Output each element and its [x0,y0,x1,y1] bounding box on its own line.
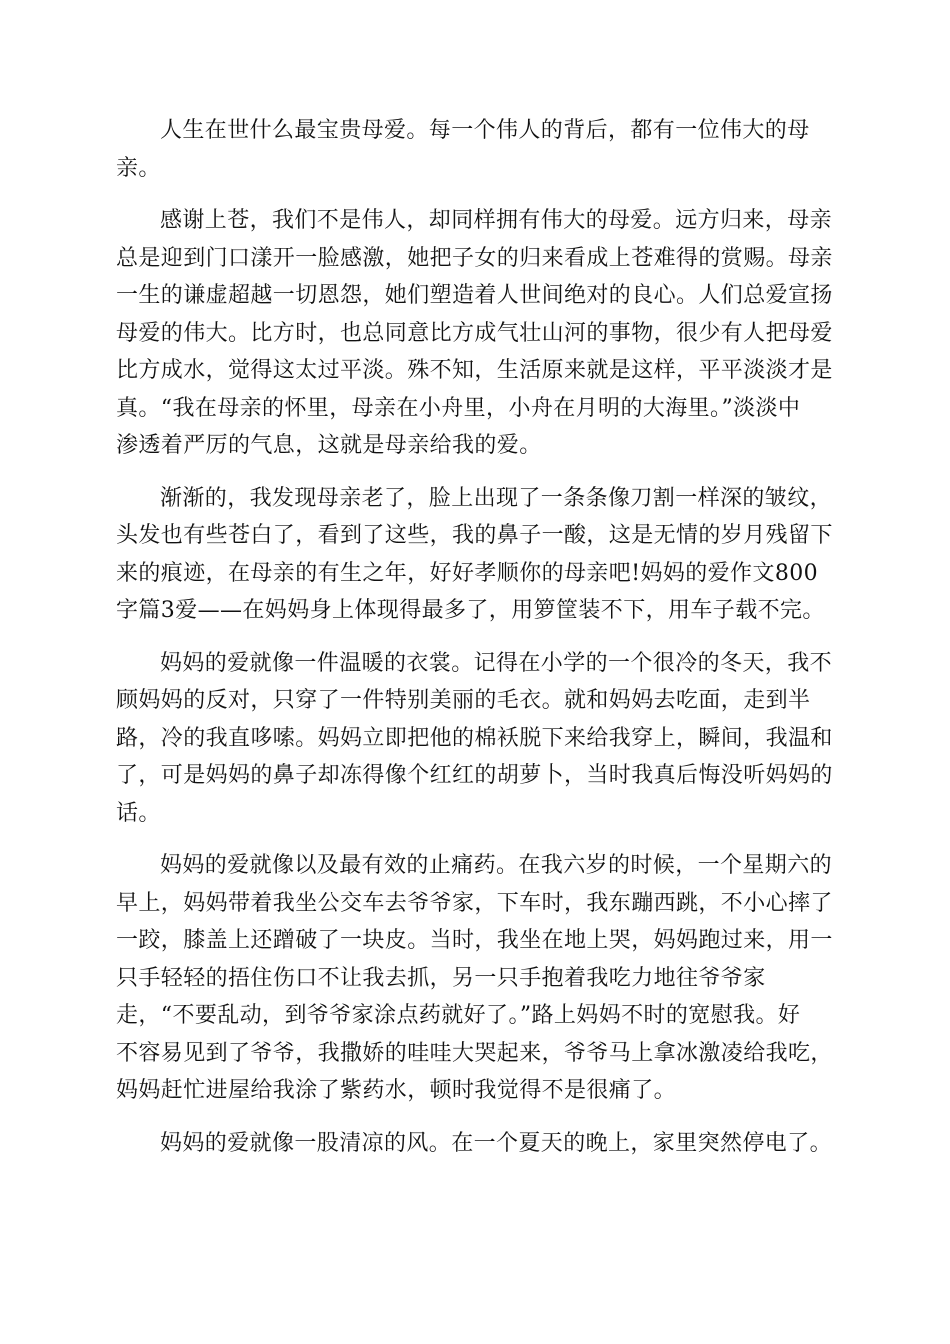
text-line: 走，“不要乱动，到爷爷家涂点药就好了。”路上妈妈不时的宽慰我。好 [116,1003,801,1028]
text-line: 母爱的伟大。比方时，也总同意比方成气壮山河的事物，很少有人把母爱 [116,320,833,346]
text-line: 来的痕迹，在母亲的有生之年，好好孝顺你的母亲吧!妈妈的爱作文800 [116,560,819,586]
text-line: 一跤，膝盖上还蹭破了一块皮。当时，我坐在地上哭，妈妈跑过来，用一 [116,928,833,953]
text-line: 真。“我在母亲的怀里，母亲在小舟里，小舟在月明的大海里。”淡淡中 [116,395,801,421]
text-line: 妈妈赶忙进屋给我涂了紫药水，顿时我觉得不是很痛了。 [116,1078,677,1103]
text-line: 感谢上苍，我们不是伟人，却同样拥有伟大的母爱。远方归来，母亲 [160,208,833,233]
text-line: 头发也有些苍白了，看到了这些，我的鼻子一酸，这是无情的岁月残留下 [116,523,833,548]
text-line: 渗透着严厉的气息，这就是母亲给我的爱。 [116,433,542,458]
text-line: 人生在世什么最宝贵母爱。每一个伟人的背后，都有一位伟大的母 [160,118,810,143]
text-line: 不容易见到了爷爷，我撒娇的哇哇大哭起来，爷爷马上拿冰激凌给我吃， [116,1040,833,1066]
text-line: 字篇3爱——在妈妈身上体现得最多了，用箩筐装不下，用车子载不完。 [116,598,825,623]
paragraph-1 [116,112,832,187]
text-line: 亲。 [116,155,161,181]
text-line: 妈妈的爱就像以及最有效的止痛药。在我六岁的时候，一个星期六的 [160,853,833,878]
text-line: 顾妈妈的反对，只穿了一件特别美丽的毛衣。就和妈妈去吃面，走到半 [116,688,811,713]
text-line: 了，可是妈妈的鼻子却冻得像个红红的胡萝卜，当时我真后悔没听妈妈的 [116,763,833,788]
text-line: 总是迎到门口漾开一脸感激，她把子女的归来看成上苍难得的赏赐。母亲 [116,245,833,271]
text-line: 路，冷的我直哆嗦。妈妈立即把他的棉袄脱下来给我穿上，瞬间，我温和 [116,725,833,751]
paragraph-6 [116,1125,832,1163]
paragraph-3 [116,480,832,630]
text-line: 早上，妈妈带着我坐公交车去爷爷家，下车时，我东蹦西跳，不小心摔了 [116,890,833,916]
text-line: 一生的谦虚超越一切恩怨，她们塑造着人世间绝对的良心。人们总爱宣扬 [116,283,833,308]
text-line: 话。 [116,800,161,826]
text-line: 妈妈的爱就像一件温暖的衣裳。记得在小学的一个很冷的冬天，我不 [160,650,833,676]
document-body [116,112,832,1177]
paragraph-4 [116,645,832,833]
paragraph-5 [116,847,832,1110]
text-line: 只手轻轻的捂住伤口不让我去抓，另一只手抱着我吃力地往爷爷家 [116,965,766,991]
text-line: 渐渐的，我发现母亲老了，脸上出现了一条条像刀割一样深的皱纹， [160,485,833,511]
text-line: 妈妈的爱就像一股清凉的风。在一个夏天的晚上，家里突然停电了。 [160,1130,833,1156]
paragraph-2 [116,202,832,465]
text-line: 比方成水，觉得这太过平淡。殊不知，生活原来就是这样，平平淡淡才是 [116,358,833,383]
